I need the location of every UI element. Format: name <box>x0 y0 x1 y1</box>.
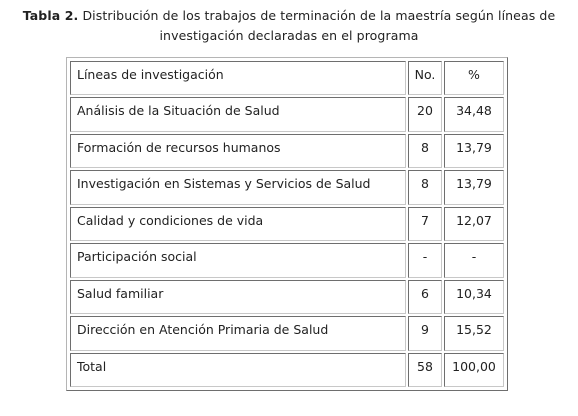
table-row <box>70 243 504 277</box>
table-caption <box>8 6 570 46</box>
row-percent: 34,48 <box>444 97 504 131</box>
row-count: 6 <box>408 280 442 314</box>
total-count: 58 <box>408 353 442 388</box>
total-percent: 100,00 <box>444 353 504 388</box>
table-row <box>70 207 504 241</box>
row-research-line: Análisis de la Situación de Salud <box>70 97 406 131</box>
row-percent: 15,52 <box>444 316 504 350</box>
table-total-row <box>70 353 504 388</box>
row-research-line: Salud familiar <box>70 280 406 314</box>
table-row <box>70 280 504 314</box>
row-count: 8 <box>408 170 442 204</box>
row-percent: 13,79 <box>444 170 504 204</box>
row-count: 8 <box>408 134 442 168</box>
research-lines-table <box>66 57 508 391</box>
total-label: Total <box>70 353 406 388</box>
row-count: - <box>408 243 442 277</box>
table-header-row <box>70 61 504 95</box>
row-research-line: Formación de recursos humanos <box>70 134 406 168</box>
row-percent: 13,79 <box>444 134 504 168</box>
row-count: 20 <box>408 97 442 131</box>
row-percent: 10,34 <box>444 280 504 314</box>
row-research-line: Calidad y condiciones de vida <box>70 207 406 241</box>
caption-label: Tabla 2. <box>22 8 79 23</box>
header-count: No. <box>408 61 442 95</box>
row-percent: 12,07 <box>444 207 504 241</box>
table-row <box>70 97 504 131</box>
row-count: 9 <box>408 316 442 350</box>
header-research-lines: Líneas de investigación <box>70 61 406 95</box>
row-research-line: Participación social <box>70 243 406 277</box>
table-row <box>70 316 504 350</box>
row-count: 7 <box>408 207 442 241</box>
table-row <box>70 170 504 204</box>
table-row <box>70 134 504 168</box>
row-percent: - <box>444 243 504 277</box>
row-research-line: Investigación en Sistemas y Servicios de Salud <box>70 170 406 204</box>
row-research-line: Dirección en Atención Primaria de Salud <box>70 316 406 350</box>
caption-text: Distribución de los trabajos de terminación de la maestría según líneas de investigación declaradas en el programa <box>82 8 556 43</box>
header-percent: % <box>444 61 504 95</box>
